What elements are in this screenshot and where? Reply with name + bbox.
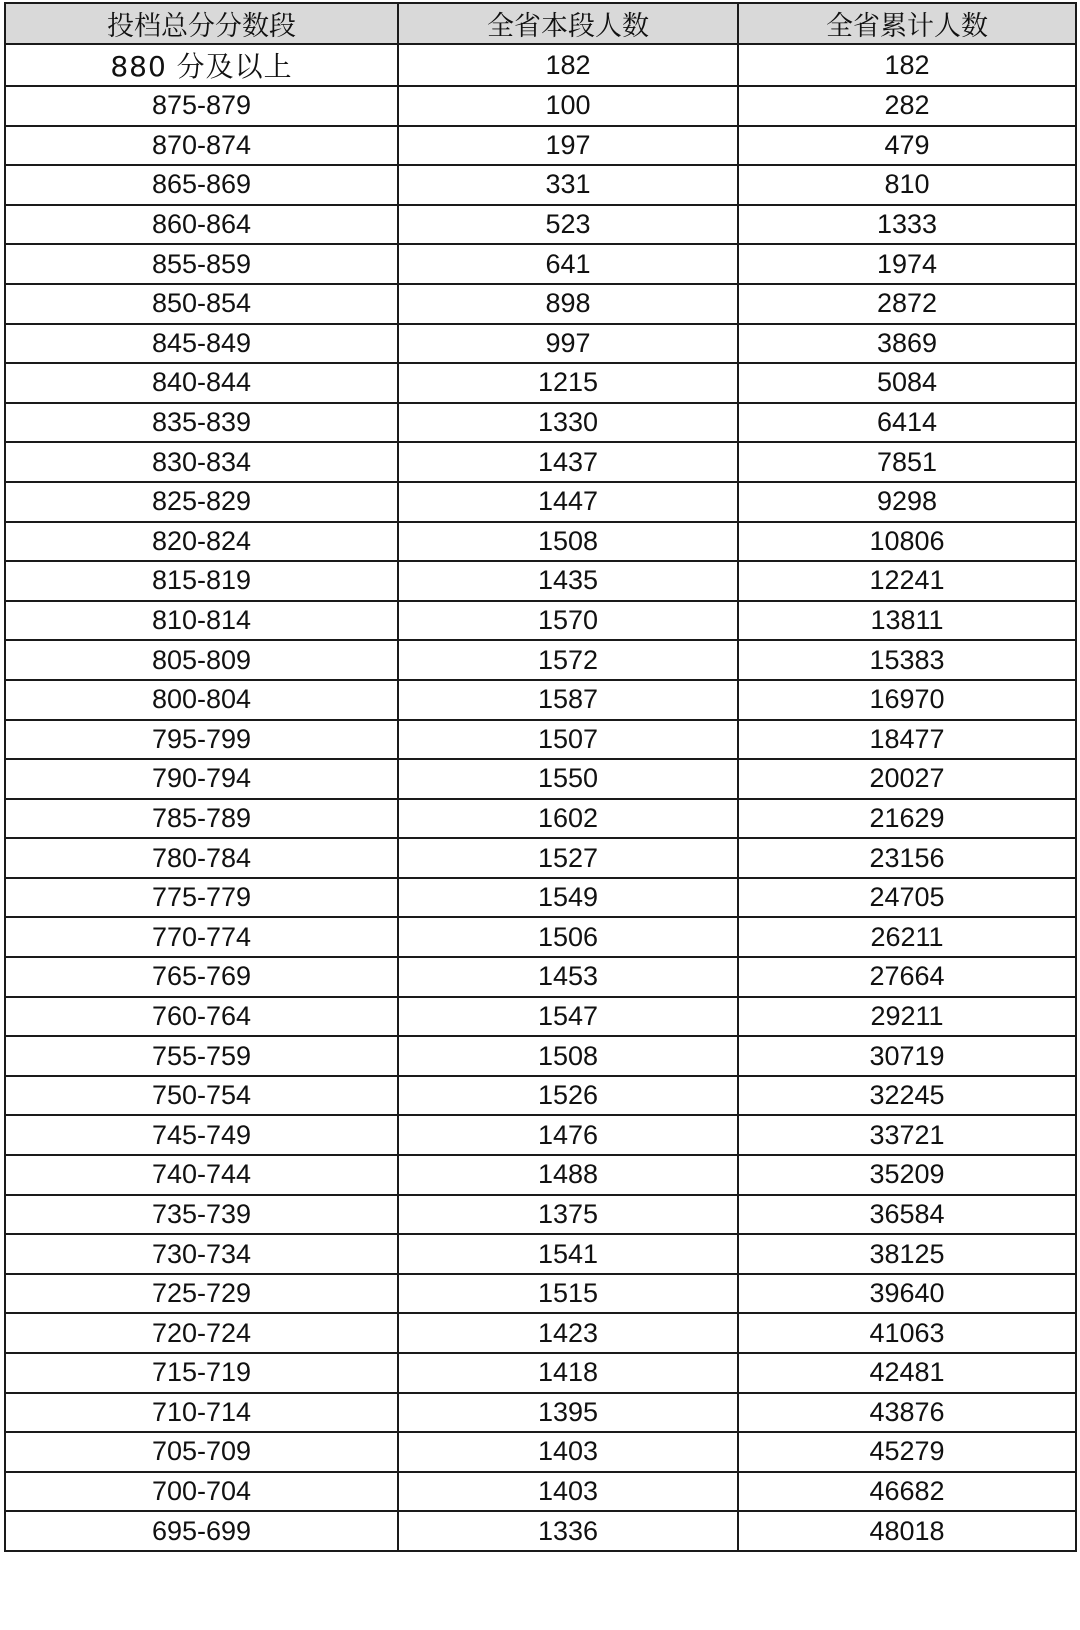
score-range-cell: 720-724 — [5, 1313, 398, 1353]
cumulative-count-cell: 15383 — [738, 640, 1076, 680]
score-range-cell: 820-824 — [5, 522, 398, 562]
table-row — [5, 1115, 1076, 1155]
cumulative-count-cell: 182 — [738, 44, 1076, 86]
cumulative-count-cell: 7851 — [738, 442, 1076, 482]
table-row — [5, 403, 1076, 443]
segment-count-cell: 1541 — [398, 1234, 738, 1274]
table-row — [5, 878, 1076, 918]
cumulative-count-cell: 21629 — [738, 799, 1076, 839]
table-row — [5, 244, 1076, 284]
segment-count-cell: 1507 — [398, 720, 738, 760]
segment-count-cell: 1330 — [398, 403, 738, 443]
table-row — [5, 1511, 1076, 1551]
header-cumulative-count: 全省累计人数 — [738, 3, 1076, 44]
segment-count-cell: 1527 — [398, 838, 738, 878]
segment-count-cell: 1549 — [398, 878, 738, 918]
score-range-cell: 800-804 — [5, 680, 398, 720]
segment-count-cell: 1550 — [398, 759, 738, 799]
score-range-cell: 775-779 — [5, 878, 398, 918]
score-range-cell: 745-749 — [5, 1115, 398, 1155]
table-row — [5, 442, 1076, 482]
table-row — [5, 1472, 1076, 1512]
cumulative-count-cell: 1974 — [738, 244, 1076, 284]
score-range-cell: 830-834 — [5, 442, 398, 482]
segment-count-cell: 1395 — [398, 1393, 738, 1433]
segment-count-cell: 1435 — [398, 561, 738, 601]
score-range-cell: 785-789 — [5, 799, 398, 839]
segment-count-cell: 1403 — [398, 1432, 738, 1472]
table-row — [5, 838, 1076, 878]
segment-count-cell: 1437 — [398, 442, 738, 482]
table-row — [5, 165, 1076, 205]
segment-count-cell: 898 — [398, 284, 738, 324]
table-row — [5, 126, 1076, 166]
score-range-cell: 725-729 — [5, 1274, 398, 1314]
cumulative-count-cell: 46682 — [738, 1472, 1076, 1512]
segment-count-cell: 1508 — [398, 1036, 738, 1076]
table-row — [5, 1195, 1076, 1235]
score-range-cell: 815-819 — [5, 561, 398, 601]
cumulative-count-cell: 27664 — [738, 957, 1076, 997]
cumulative-count-cell: 16970 — [738, 680, 1076, 720]
table-body — [5, 44, 1076, 1551]
cumulative-count-cell: 39640 — [738, 1274, 1076, 1314]
cumulative-count-cell: 479 — [738, 126, 1076, 166]
table-row — [5, 997, 1076, 1037]
table-row — [5, 86, 1076, 126]
table-row — [5, 680, 1076, 720]
segment-count-cell: 1570 — [398, 601, 738, 641]
segment-count-cell: 1453 — [398, 957, 738, 997]
segment-count-cell: 1418 — [398, 1353, 738, 1393]
score-distribution-table — [4, 2, 1077, 1552]
score-range-cell: 750-754 — [5, 1076, 398, 1116]
score-range-cell: 790-794 — [5, 759, 398, 799]
segment-count-cell: 1375 — [398, 1195, 738, 1235]
segment-count-cell: 1572 — [398, 640, 738, 680]
segment-count-cell: 641 — [398, 244, 738, 284]
cumulative-count-cell: 13811 — [738, 601, 1076, 641]
cumulative-count-cell: 33721 — [738, 1115, 1076, 1155]
table-row — [5, 917, 1076, 957]
segment-count-cell: 1508 — [398, 522, 738, 562]
cumulative-count-cell: 10806 — [738, 522, 1076, 562]
segment-count-cell: 1423 — [398, 1313, 738, 1353]
table-row — [5, 799, 1076, 839]
segment-count-cell: 997 — [398, 324, 738, 364]
cumulative-count-cell: 38125 — [738, 1234, 1076, 1274]
segment-count-cell: 1515 — [398, 1274, 738, 1314]
cumulative-count-cell: 282 — [738, 86, 1076, 126]
segment-count-cell: 1447 — [398, 482, 738, 522]
segment-count-cell: 1336 — [398, 1511, 738, 1551]
cumulative-count-cell: 23156 — [738, 838, 1076, 878]
cumulative-count-cell: 12241 — [738, 561, 1076, 601]
cumulative-count-cell: 45279 — [738, 1432, 1076, 1472]
table-row — [5, 1274, 1076, 1314]
table-row — [5, 44, 1076, 86]
table-row — [5, 957, 1076, 997]
segment-count-cell: 1526 — [398, 1076, 738, 1116]
cumulative-count-cell: 32245 — [738, 1076, 1076, 1116]
segment-count-cell: 1602 — [398, 799, 738, 839]
table-row — [5, 324, 1076, 364]
table-row — [5, 1036, 1076, 1076]
segment-count-cell: 100 — [398, 86, 738, 126]
segment-count-cell: 1403 — [398, 1472, 738, 1512]
cumulative-count-cell: 24705 — [738, 878, 1076, 918]
score-range-cell: 810-814 — [5, 601, 398, 641]
cumulative-count-cell: 30719 — [738, 1036, 1076, 1076]
cumulative-count-cell: 9298 — [738, 482, 1076, 522]
cumulative-count-cell: 3869 — [738, 324, 1076, 364]
header-row — [5, 3, 1076, 44]
cumulative-count-cell: 36584 — [738, 1195, 1076, 1235]
table-row — [5, 284, 1076, 324]
score-range-cell: 710-714 — [5, 1393, 398, 1433]
score-range-cell: 740-744 — [5, 1155, 398, 1195]
cumulative-count-cell: 810 — [738, 165, 1076, 205]
table-row — [5, 205, 1076, 245]
segment-count-cell: 331 — [398, 165, 738, 205]
score-range-cell: 705-709 — [5, 1432, 398, 1472]
table-row — [5, 1234, 1076, 1274]
score-range-cell: 735-739 — [5, 1195, 398, 1235]
score-range-cell: 715-719 — [5, 1353, 398, 1393]
score-range-cell: 755-759 — [5, 1036, 398, 1076]
table-row — [5, 759, 1076, 799]
segment-count-cell: 182 — [398, 44, 738, 86]
score-range-cell: 770-774 — [5, 917, 398, 957]
score-range-cell: 795-799 — [5, 720, 398, 760]
table-row — [5, 1313, 1076, 1353]
score-range-cell: 780-784 — [5, 838, 398, 878]
score-range-cell: 825-829 — [5, 482, 398, 522]
segment-count-cell: 197 — [398, 126, 738, 166]
segment-count-cell: 1506 — [398, 917, 738, 957]
segment-count-cell: 1488 — [398, 1155, 738, 1195]
cumulative-count-cell: 20027 — [738, 759, 1076, 799]
table-row — [5, 1432, 1076, 1472]
table-row — [5, 363, 1076, 403]
table-row — [5, 1076, 1076, 1116]
cumulative-count-cell: 5084 — [738, 363, 1076, 403]
cumulative-count-cell: 41063 — [738, 1313, 1076, 1353]
score-range-cell: 760-764 — [5, 997, 398, 1037]
cumulative-count-cell: 48018 — [738, 1511, 1076, 1551]
table-row — [5, 1353, 1076, 1393]
score-range-cell: 865-869 — [5, 165, 398, 205]
cumulative-count-cell: 29211 — [738, 997, 1076, 1037]
score-range-cell: 840-844 — [5, 363, 398, 403]
segment-count-cell: 523 — [398, 205, 738, 245]
table-row — [5, 640, 1076, 680]
segment-count-cell: 1476 — [398, 1115, 738, 1155]
score-range-cell: 845-849 — [5, 324, 398, 364]
score-range-cell: 700-704 — [5, 1472, 398, 1512]
table-row — [5, 482, 1076, 522]
segment-count-cell: 1587 — [398, 680, 738, 720]
table-row — [5, 561, 1076, 601]
score-range-cell: 695-699 — [5, 1511, 398, 1551]
header-score-range: 投档总分分数段 — [5, 3, 398, 44]
cumulative-count-cell: 1333 — [738, 205, 1076, 245]
score-range-cell: 765-769 — [5, 957, 398, 997]
table-row — [5, 720, 1076, 760]
score-range-cell: 835-839 — [5, 403, 398, 443]
header-segment-count: 全省本段人数 — [398, 3, 738, 44]
score-range-cell: 880 分及以上 — [5, 44, 398, 86]
score-range-cell: 855-859 — [5, 244, 398, 284]
table-row — [5, 1393, 1076, 1433]
cumulative-count-cell: 26211 — [738, 917, 1076, 957]
table-row — [5, 601, 1076, 641]
cumulative-count-cell: 42481 — [738, 1353, 1076, 1393]
cumulative-count-cell: 35209 — [738, 1155, 1076, 1195]
score-distribution-table-container — [4, 2, 1075, 1552]
score-range-cell: 875-879 — [5, 86, 398, 126]
cumulative-count-cell: 43876 — [738, 1393, 1076, 1433]
cumulative-count-cell: 2872 — [738, 284, 1076, 324]
score-range-cell: 860-864 — [5, 205, 398, 245]
score-range-cell: 730-734 — [5, 1234, 398, 1274]
segment-count-cell: 1215 — [398, 363, 738, 403]
cumulative-count-cell: 18477 — [738, 720, 1076, 760]
score-range-cell: 850-854 — [5, 284, 398, 324]
table-row — [5, 1155, 1076, 1195]
segment-count-cell: 1547 — [398, 997, 738, 1037]
cumulative-count-cell: 6414 — [738, 403, 1076, 443]
table-row — [5, 522, 1076, 562]
table-header — [5, 3, 1076, 44]
score-range-cell: 805-809 — [5, 640, 398, 680]
score-range-cell: 870-874 — [5, 126, 398, 166]
